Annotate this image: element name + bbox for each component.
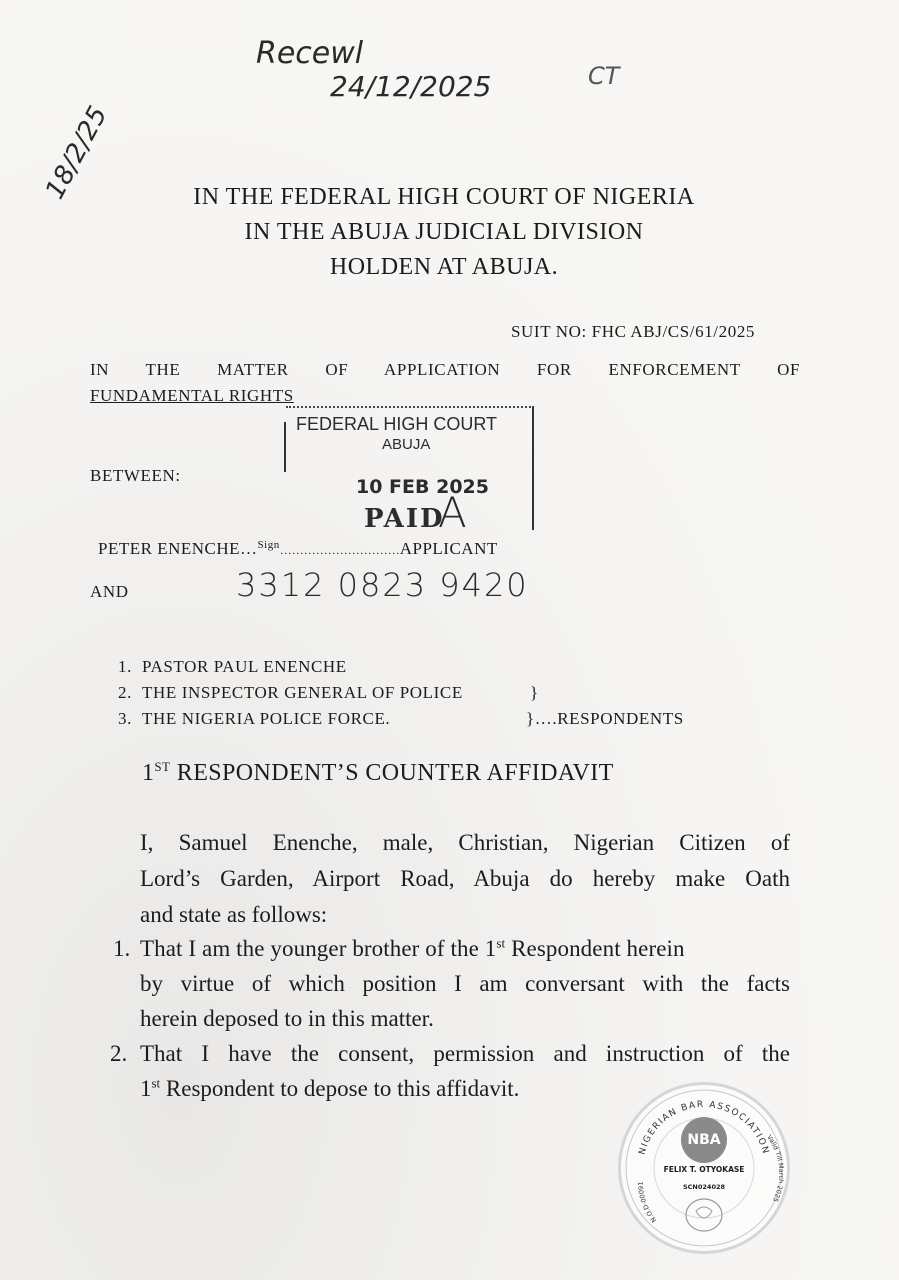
- between-label: BETWEEN:: [90, 466, 181, 485]
- respondent-number: 3.: [118, 709, 132, 728]
- svg-text:Valid Till March 2025: Valid Till March 2025: [765, 1133, 786, 1204]
- para1-line1-rest: Respondent herein: [505, 936, 685, 961]
- intro-line1: I, Samuel Enenche, male, Christian, Nigerian Citizen of: [140, 830, 790, 855]
- para2-line2-rest: Respondent to depose to this affidavit.: [160, 1076, 520, 1101]
- stamp-court: FEDERAL HIGH COURT: [296, 414, 498, 434]
- applicant-dots: …………………………: [279, 543, 400, 557]
- svg-text:N.O.D-00091: N.O.D-00091: [636, 1181, 659, 1224]
- respondent-number: 1.: [118, 657, 132, 676]
- para1-number: 1.: [113, 936, 131, 961]
- respondent-name: THE INSPECTOR GENERAL OF POLICE: [142, 683, 463, 702]
- affidavit-heading: [142, 760, 614, 787]
- coat-of-arms-icon: [686, 1199, 722, 1231]
- stamp-initial: A: [438, 488, 467, 537]
- respondent-name: PASTOR PAUL ENENCHE: [142, 657, 347, 676]
- stamp-paid: PAID: [364, 504, 445, 534]
- para1-line1-text: That I am the younger brother of the 1: [140, 936, 497, 961]
- applicant-name: PETER ENENCHE…: [98, 539, 258, 558]
- signed-note: Sign: [257, 539, 280, 551]
- para2-line1: That I have the consent, permission and instruction of the: [140, 1041, 790, 1066]
- intro-line3: and state as follows:: [140, 902, 328, 927]
- heading-ordinal: 1: [142, 760, 155, 786]
- handwritten-number: 3312 0823 9420: [236, 566, 529, 604]
- respondent-name: THE NIGERIA POLICE FORCE.: [142, 709, 391, 728]
- stamp-date: 10 FEB 2025: [356, 476, 489, 498]
- para1-line1: [140, 936, 790, 962]
- para2-line2-text: 1: [140, 1076, 152, 1101]
- para2-line2: [140, 1076, 519, 1102]
- court-title-line3: HOLDEN AT ABUJA.: [329, 254, 559, 280]
- nba-seal: [618, 1082, 790, 1254]
- and-label: AND: [90, 582, 129, 601]
- court-title-line2: IN THE ABUJA JUDICIAL DIVISION: [244, 219, 644, 245]
- received-date-annotation: 24/12/2025: [330, 70, 492, 103]
- para2-number: 2.: [110, 1041, 128, 1066]
- filing-stamp: [286, 406, 534, 537]
- respondent-number: 2.: [118, 683, 132, 702]
- matter-line1: IN THE MATTER OF APPLICATION FOR ENFORCEMENT OF: [90, 360, 800, 379]
- para2-line2-sup: st: [151, 1075, 161, 1091]
- para1-line2: by virtue of which position I am conversant with the facts: [140, 971, 790, 996]
- suit-number: SUIT NO: FHC ABJ/CS/61/2025: [511, 322, 756, 341]
- applicant-role: APPLICANT: [399, 539, 498, 558]
- respondent-brace: }: [530, 683, 539, 702]
- intro-line2: Lord’s Garden, Airport Road, Abuja do hereby make Oath: [140, 866, 790, 891]
- seal-number: SCN024028: [682, 1183, 726, 1191]
- stamp-city: ABUJA: [382, 436, 431, 453]
- initials-annotation: CT: [588, 62, 620, 90]
- applicant-line: [98, 539, 498, 559]
- received-annotation: Recewl: [256, 36, 364, 71]
- nba-logo: NBA: [681, 1117, 727, 1163]
- matter-line2: FUNDAMENTAL RIGHTS: [90, 386, 294, 405]
- para1-line1-sup: st: [496, 935, 506, 951]
- seal-holder-name: FELIX T. OTYOKASE: [663, 1165, 745, 1174]
- heading-ordinal-sup: ST: [154, 759, 171, 774]
- court-title-line1: IN THE FEDERAL HIGH COURT OF NIGERIA: [193, 184, 695, 210]
- respondent-brace: }….RESPONDENTS: [526, 709, 684, 728]
- para1-line3: herein deposed to in this matter.: [140, 1006, 434, 1031]
- margin-note-annotation: 18/2/25: [40, 101, 114, 205]
- svg-text:NIGERIAN BAR ASSOCIATION: NIGERIAN BAR ASSOCIATION: [637, 1099, 771, 1156]
- heading-title: RESPONDENT’S COUNTER AFFIDAVIT: [176, 760, 614, 786]
